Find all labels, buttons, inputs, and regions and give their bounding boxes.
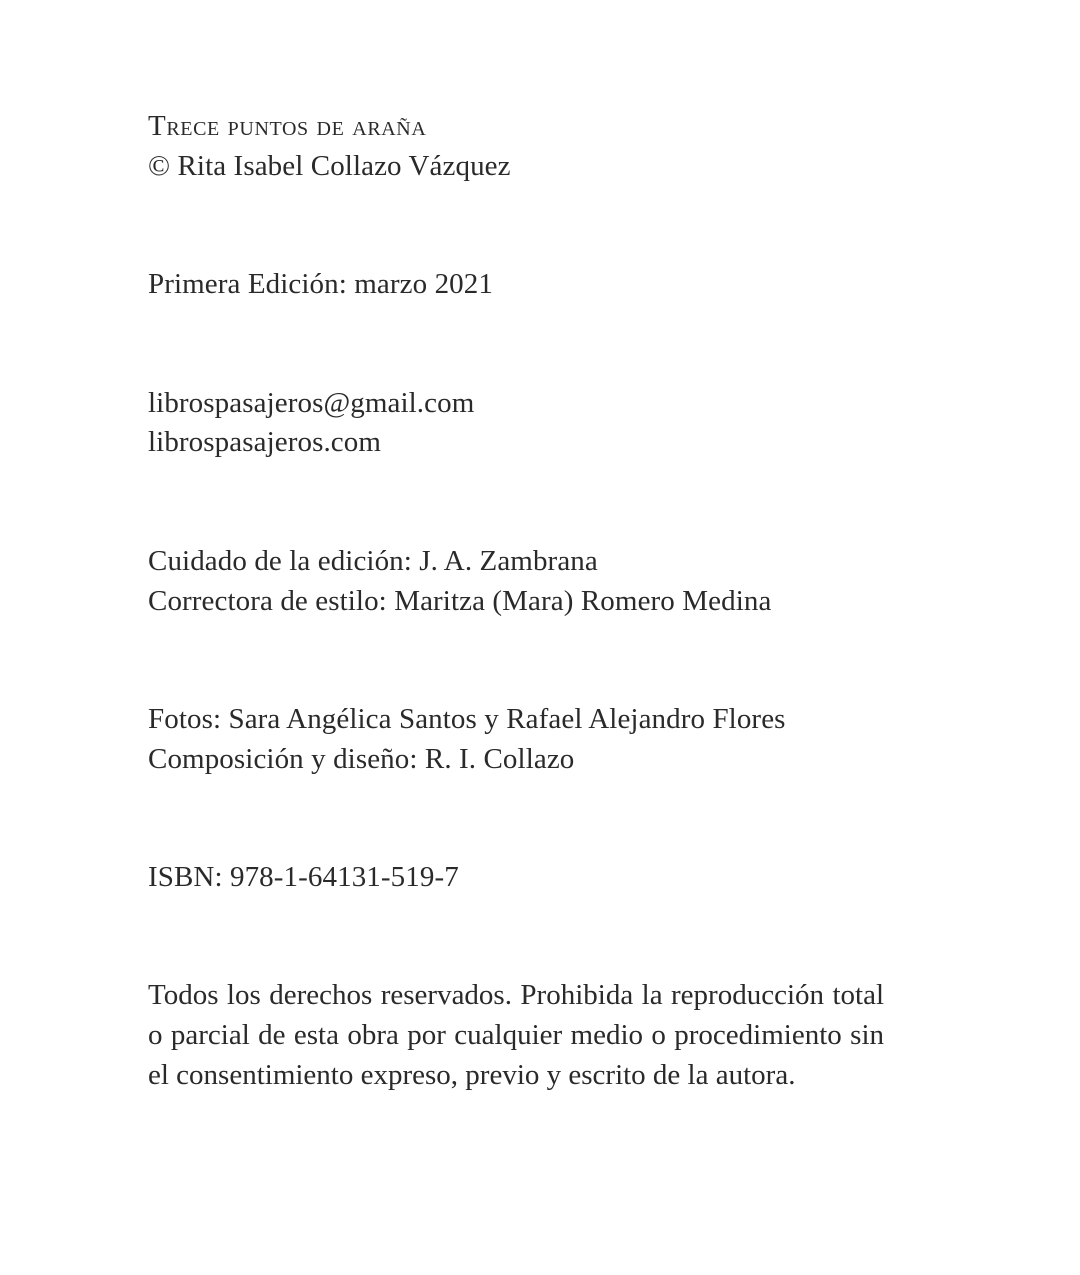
publisher-website: librospasajeros.com: [148, 426, 382, 458]
rights-notice: Todos los derechos reservados. Prohibida la reproducción total o parcial de esta obra por cualquier medio o procedimiento sin el consentimiento expreso, previo y escrito de la autora.: [148, 979, 884, 1091]
design-credit: Composición y diseño: R. I. Collazo: [148, 743, 575, 775]
copyright-line: © Rita Isabel Collazo Vázquez: [148, 150, 511, 182]
editor-credit: Cuidado de la edición: J. A. Zambrana: [148, 545, 598, 577]
edition-line: Primera Edición: marzo 2021: [148, 268, 493, 300]
book-title: Trece puntos de araña: [148, 110, 427, 142]
publisher-email: librospasajeros@gmail.com: [148, 387, 475, 419]
isbn-line: ISBN: 978-1-64131-519-7: [148, 861, 459, 893]
proofreader-credit: Correctora de estilo: Maritza (Mara) Romero Medina: [148, 585, 772, 617]
photos-credit: Fotos: Sara Angélica Santos y Rafael Alejandro Flores: [148, 703, 786, 735]
